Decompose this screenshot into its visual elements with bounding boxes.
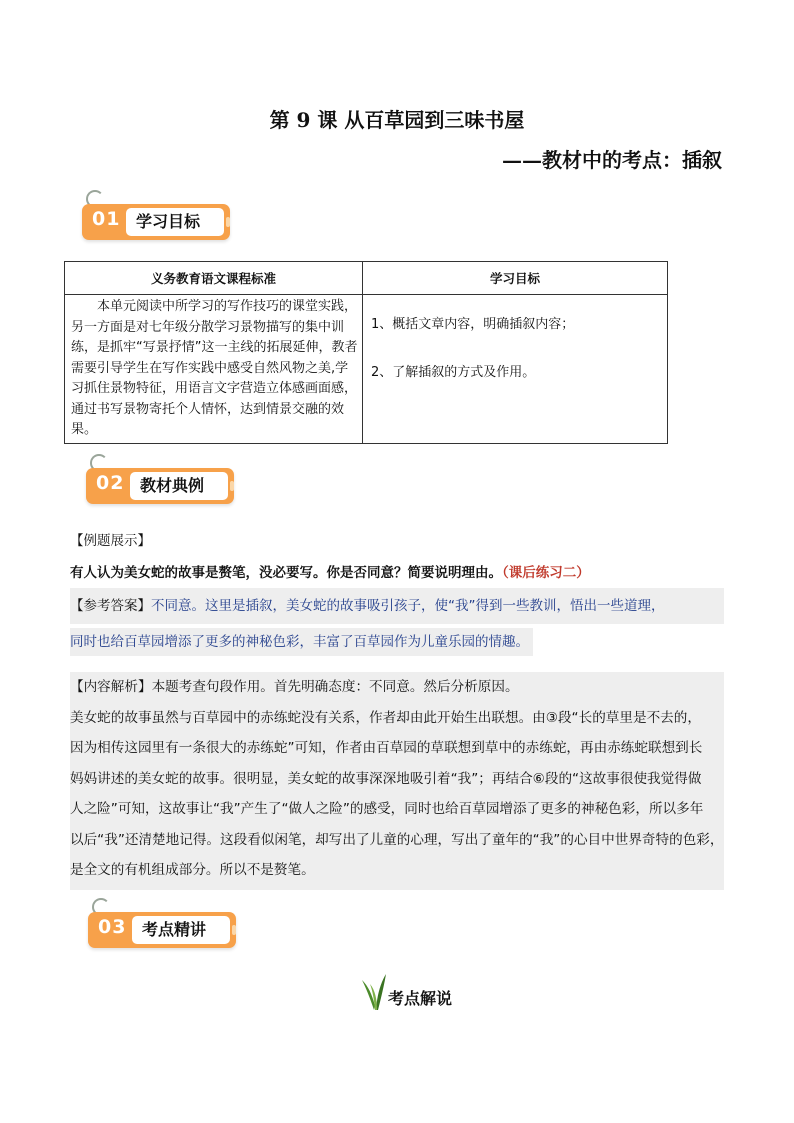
standard-text: 本单元阅读中所学习的写作技巧的课堂实践，另一方面是对七年级分散学习景物描写的集中训练，是抓牢“写景抒情”这一主线的拓展延伸，教者需要引导学生在写作实践中感受自然风物之美,学习抓住景物特征，用语言文字营造立体感画面感，通过书写景物寄托个人情怀，达到情景交融的效果。 — [65, 295, 363, 444]
table-header-standard: 义务教育语文课程标准 — [65, 262, 363, 295]
analysis-line: 妈妈讲述的美女蛇的故事。很明显，美女蛇的故事深深地吸引着“我”；再结合⑥段的“这故事很使我觉得做 — [70, 770, 702, 787]
analysis-label: 【内容解析】 — [70, 679, 152, 695]
goal-item: 2、了解插叙的方式及作用。 — [371, 365, 536, 380]
section-badge-key-points — [88, 898, 258, 948]
answer-text: 同时也给百草园增添了更多的神秘色彩，丰富了百草园作为儿童乐园的情趣。 — [70, 628, 533, 656]
badge-label: 学习目标 — [126, 208, 224, 236]
key-point-explanation-heading — [360, 972, 480, 1012]
question-source: （课后练习二） — [502, 565, 590, 581]
badge-pill — [86, 468, 234, 504]
badge-label: 教材典例 — [130, 472, 228, 500]
badge-label: 考点精讲 — [132, 916, 230, 944]
example-heading: 【例题展示】 — [70, 533, 151, 549]
page-title: 第 9 课 从百草园到三味书屋 — [269, 108, 525, 132]
answer-text: 不同意。这里是插叙，美女蛇的故事吸引孩子，使“我”得到一些教训，悟出一些道理， — [151, 598, 665, 614]
badge-number: 02 — [96, 472, 125, 494]
analysis-line: 美女蛇的故事虽然与百草园中的赤练蛇没有关系，作者却由此开始生出联想。由③段“长的草里是不去的， — [70, 709, 701, 726]
badge-number: 03 — [98, 916, 127, 938]
content-analysis — [70, 672, 724, 890]
badge-pill — [82, 204, 230, 240]
analysis-line: 以后“我”还清楚地记得。这段看似闲笔，却写出了儿童的心理，写出了童年的“我”的心目中世界奇特的色彩， — [70, 831, 724, 848]
answer-line — [70, 624, 724, 660]
grass-leaf-icon — [360, 972, 390, 1012]
analysis-line: 是全文的有机组成部分。所以不是赘笔。 — [70, 862, 315, 878]
section-badge-learning-goals — [82, 190, 252, 240]
goal-item: 1、概括文章内容，明确插叙内容； — [371, 317, 575, 332]
badge-pill — [88, 912, 236, 948]
section-badge-textbook-examples — [86, 454, 256, 504]
table-header-goals: 学习目标 — [363, 262, 668, 295]
answer-line — [70, 588, 724, 624]
reference-answer — [70, 588, 724, 660]
analysis-line: 因为相传这园里有一条很大的赤练蛇”可知，作者由百草园的草联想到草中的赤练蛇，再由赤练蛇联想到长 — [70, 740, 703, 756]
question-text: 有人认为美女蛇的故事是赘笔，没必要写。你是否同意？简要说明理由。 — [70, 565, 502, 581]
example-question — [70, 560, 590, 586]
analysis-line — [70, 672, 724, 703]
analysis-first: 本题考查句段作用。首先明确态度：不同意。然后分析原因。 — [151, 679, 519, 695]
answer-label: 【参考答案】 — [70, 598, 151, 614]
page-subtitle: ——教材中的考点：插叙 — [502, 148, 722, 172]
badge-number: 01 — [92, 208, 121, 230]
goals-table — [64, 261, 668, 444]
goals-cell — [363, 295, 668, 444]
analysis-line: 人之险”可知，这故事让“我”产生了“做人之险”的感受，同时也给百草园增添了更多的神秘色彩，所以多年 — [70, 801, 704, 817]
subheading-text: 考点解说 — [388, 989, 453, 1008]
